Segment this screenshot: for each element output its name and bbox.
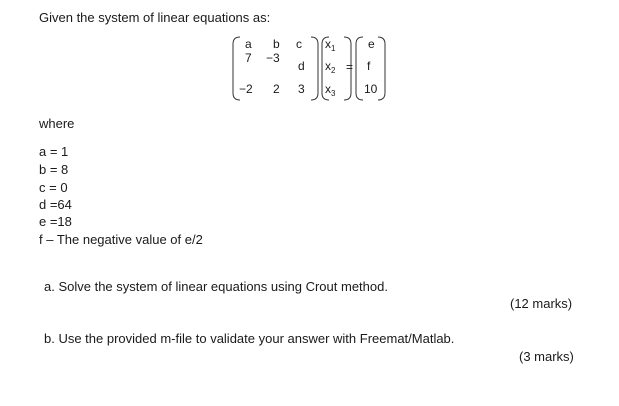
equals-sign: =: [346, 60, 354, 74]
matrix-entry-7: 7: [245, 51, 252, 65]
value-e: e =18: [39, 214, 72, 229]
matrix-entry-c: c: [296, 37, 302, 51]
matrix-entry-3: 3: [298, 82, 305, 96]
vector-x2: $x_2$: [325, 59, 336, 75]
matrix-entry-minus2: −2: [239, 82, 253, 96]
vector-rhs-e: e: [368, 37, 375, 51]
vector-rhs-10: 10: [364, 82, 378, 96]
matrix-entry-a: a: [245, 37, 252, 51]
value-a: a = 1: [39, 144, 69, 159]
value-d: d =64: [39, 197, 72, 212]
question-a: a. Solve the system of linear equations using Crout method.: [44, 279, 388, 294]
matrix-entry-minus3: −3: [266, 51, 280, 65]
matrix-entry-2: 2: [273, 82, 280, 96]
question-b: b. Use the provided m-file to validate your answer with Freemat/Matlab.: [44, 331, 455, 346]
vector-x1: $x_1$: [325, 37, 336, 53]
matrix-entry-d: d: [298, 59, 305, 73]
matrix-entry-b: b: [273, 37, 280, 51]
value-b: b = 8: [39, 162, 69, 177]
value-f: f – The negative value of e/2: [39, 232, 203, 247]
where-label: where: [39, 116, 75, 131]
vector-rhs-f: f: [367, 59, 371, 73]
vector-x3: $x_3$: [325, 82, 336, 98]
question-b-marks: (3 marks): [519, 349, 574, 364]
question-a-marks: (12 marks): [510, 296, 573, 311]
intro-text: Given the system of linear equations as:: [39, 10, 271, 25]
value-c: c = 0: [39, 180, 68, 195]
